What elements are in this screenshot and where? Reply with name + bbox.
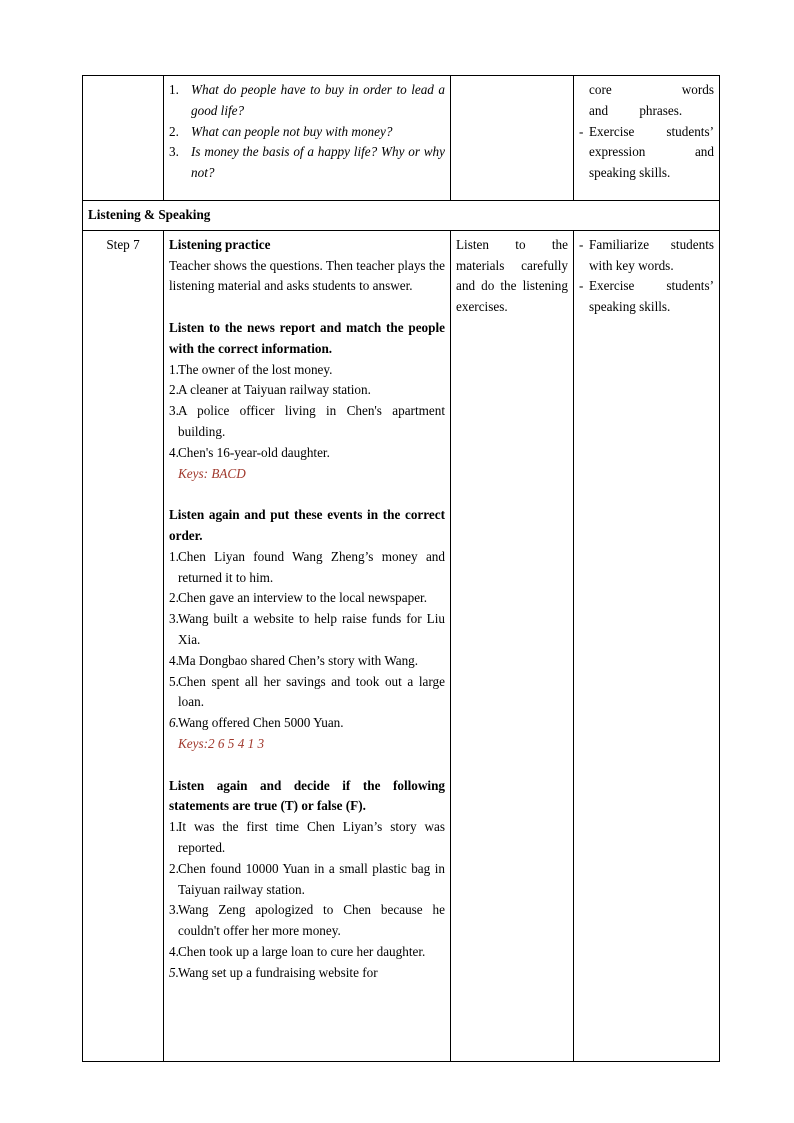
lesson-plan-table [82, 75, 720, 1062]
goal-item: - Familiarize students with key words. [579, 236, 714, 273]
list-item: 5. Wang set up a fundraising website for [169, 964, 378, 980]
list-item: 1. The owner of the lost money. [169, 361, 333, 377]
answer-keys: Keys:2 6 5 4 1 3 [178, 735, 265, 751]
task-title: Listen again and put these events in the correct order. [169, 507, 445, 543]
table-row [83, 230, 720, 1061]
section-header-row [83, 201, 720, 231]
student-activity-text: Listen to the materials carefully and do the listening exercises. [456, 236, 568, 315]
activity-intro: Teacher shows the questions. Then teacher plays the listening material and asks students to answer. [169, 257, 445, 294]
list-item: 2. Chen found 10000 Yuan in a small plastic bag in Taiyuan railway station. [169, 860, 445, 897]
step-label: Step 7 [83, 230, 164, 1061]
list-item: 6. Wang offered Chen 5000 Yuan. [169, 715, 344, 731]
student-activity-cell [451, 230, 574, 1061]
activity-title: Listening practice [169, 236, 271, 252]
table-row [83, 76, 720, 201]
list-item: 3. A police officer living in Chen's apartment building. [169, 403, 445, 439]
list-item: 5. Chen spent all her savings and took out a large loan. [169, 673, 445, 710]
task-title: Listen to the news report and match the people with the correct information. [169, 319, 445, 356]
answer-keys: Keys: BACD [178, 465, 246, 481]
list-item: 3. Wang built a website to help raise funds for Liu Xia. [169, 611, 445, 647]
goal-cell [574, 230, 720, 1061]
list-item: 2. What can people not buy with money? [169, 123, 393, 139]
section-title: Listening & Speaking [83, 201, 720, 231]
list-item: 1. What do people have to buy in order to lead a good life? [169, 82, 445, 118]
goal-item: - Exercise students’ expression and speaking skills. [579, 123, 714, 181]
student-activity-cell [451, 76, 574, 201]
goal-item: - Exercise students’ speaking skills. [579, 278, 714, 315]
list-item: 1. It was the first time Chen Liyan’s story was reported. [169, 819, 445, 855]
step-cell [83, 76, 164, 201]
list-item: 3. Wang Zeng apologized to Chen because he couldn't offer her more money. [169, 902, 445, 939]
list-item: 2. Chen gave an interview to the local newspaper. [169, 590, 428, 606]
teacher-activity-cell [164, 76, 451, 201]
discussion-questions [169, 80, 445, 184]
goal-continuation: core words and phrases. [589, 82, 714, 118]
list-item: 1. Chen Liyan found Wang Zheng’s money and returned it to him. [169, 548, 445, 585]
list-item: 4. Chen's 16-year-old daughter. [169, 444, 330, 460]
list-item: 2. A cleaner at Taiyuan railway station. [169, 382, 371, 398]
list-item: 3. Is money the basis of a happy life? Why or why not? [169, 144, 445, 181]
task-title: Listen again and decide if the following statements are true (T) or false (F). [169, 777, 445, 814]
goal-cell [574, 76, 720, 201]
list-item: 4. Ma Dongbao shared Chen’s story with Wang. [169, 652, 419, 668]
teacher-activity-cell [164, 230, 451, 1061]
list-item: 4. Chen took up a large loan to cure her daughter. [169, 943, 426, 959]
